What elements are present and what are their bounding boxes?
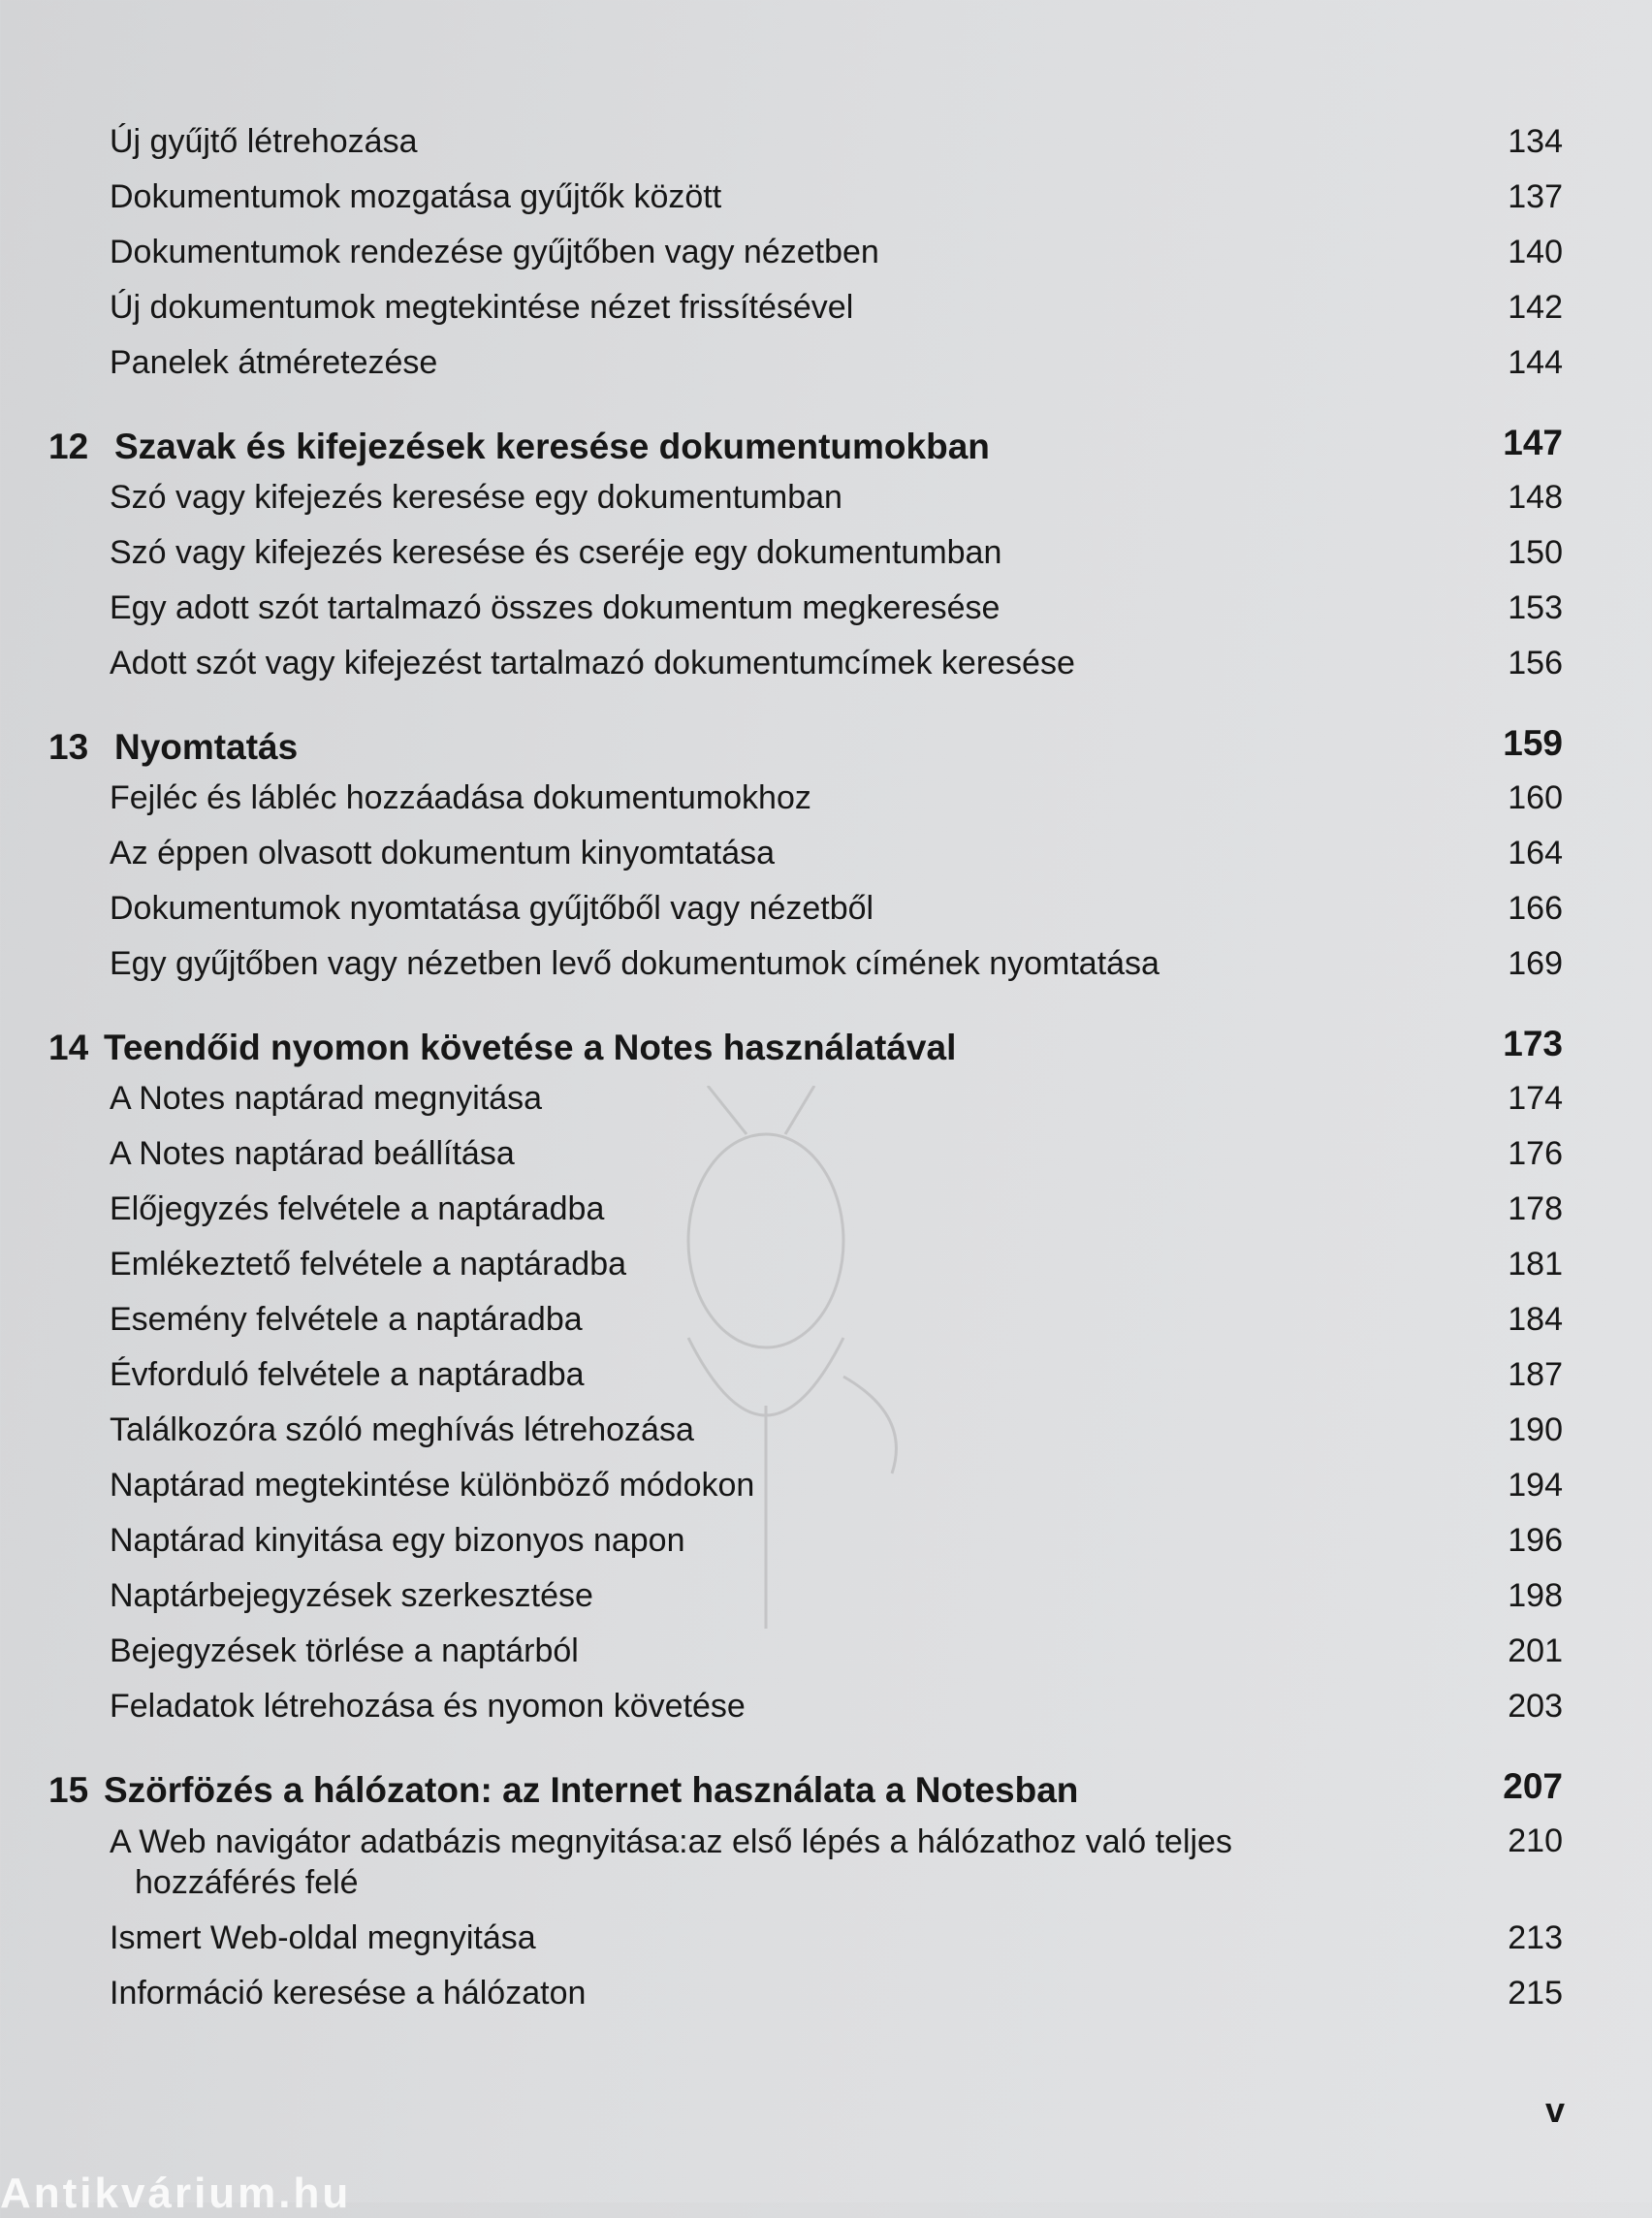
toc-entry-page: 196 — [1508, 1522, 1563, 1559]
toc-entry-page: 148 — [1508, 479, 1563, 516]
toc-entry-page: 164 — [1508, 835, 1563, 871]
toc-entry-page: 184 — [1508, 1301, 1563, 1338]
toc-entry — [0, 773, 1652, 828]
toc-entry — [0, 1816, 1652, 1913]
toc-entry — [0, 1570, 1652, 1626]
toc-entry-title: Előjegyzés felvétele a naptáradba — [110, 1190, 605, 1227]
toc-entry-title: Információ keresése a hálózaton — [110, 1975, 587, 2012]
toc-chapter-heading — [0, 412, 1652, 472]
toc-entry-title: A Notes naptárad beállítása — [110, 1135, 515, 1172]
toc-entry-page: 140 — [1508, 234, 1563, 270]
toc-entry-title: Szó vagy kifejezés keresése és cseréje egy dokumentumban — [110, 534, 1002, 571]
toc-entry-page: 174 — [1508, 1080, 1563, 1117]
toc-entry-title: Esemény felvétele a naptáradba — [110, 1301, 583, 1338]
toc-entry-page: 134 — [1508, 123, 1563, 160]
toc-entry-title: Adott szót vagy kifejezést tartalmazó dokumentumcímek keresése — [110, 645, 1075, 681]
toc-entry — [0, 172, 1652, 227]
toc-entry-page: 203 — [1508, 1688, 1563, 1725]
toc-chapter-heading — [0, 713, 1652, 773]
toc-entry — [0, 527, 1652, 583]
toc-entry-page: 190 — [1508, 1411, 1563, 1448]
chapter-page: 159 — [1503, 723, 1563, 763]
toc-entry — [0, 1184, 1652, 1239]
toc-entry — [0, 1294, 1652, 1349]
toc-entry — [0, 337, 1652, 393]
toc-entry-page: 150 — [1508, 534, 1563, 571]
watermark: Antikvárium.hu — [0, 2170, 352, 2217]
chapter-page: 207 — [1503, 1766, 1563, 1806]
toc-entry-title: Dokumentumok mozgatása gyűjtők között — [110, 178, 722, 215]
toc-entry — [0, 1913, 1652, 1968]
toc-entry-page: 160 — [1508, 779, 1563, 816]
toc-entry-page: 144 — [1508, 344, 1563, 381]
toc-entry-title: Ismert Web-oldal megnyitása — [110, 1919, 536, 1956]
toc-entry-page: 142 — [1508, 289, 1563, 326]
toc-entry-page: 201 — [1508, 1632, 1563, 1669]
toc-entry-title: Naptárad kinyitása egy bizonyos napon — [110, 1522, 685, 1559]
toc-entry — [0, 1460, 1652, 1515]
toc-entry — [0, 938, 1652, 994]
toc-entry-page: 178 — [1508, 1190, 1563, 1227]
toc-entry-title: Emlékeztető felvétele a naptáradba — [110, 1246, 627, 1283]
toc-entry — [0, 1239, 1652, 1294]
toc-entry — [0, 1349, 1652, 1405]
toc-entry-title: Naptárbejegyzések szerkesztése — [110, 1577, 593, 1614]
toc-entry-title: Találkozóra szóló meghívás létrehozása — [110, 1411, 694, 1448]
toc-entry-page: 169 — [1508, 945, 1563, 982]
toc-entry-title-continuation: hozzáférés felé — [135, 1864, 359, 1901]
toc-entry — [0, 1515, 1652, 1570]
toc-entry-title: Bejegyzések törlése a naptárból — [110, 1632, 579, 1669]
toc-entry-title: Panelek átméretezése — [110, 344, 438, 381]
toc-entry-page: 176 — [1508, 1135, 1563, 1172]
toc-entry — [0, 1968, 1652, 2023]
toc-entry — [0, 1073, 1652, 1128]
toc-entry-title: Az éppen olvasott dokumentum kinyomtatása — [110, 835, 776, 871]
toc-entry — [0, 1626, 1652, 1681]
toc-entry-title — [110, 1822, 1370, 1903]
toc-entry-page: 215 — [1508, 1975, 1563, 2012]
toc-entry-title: Dokumentumok rendezése gyűjtőben vagy nézetben — [110, 234, 879, 270]
toc-entry-title: Naptárad megtekintése különböző módokon — [110, 1467, 755, 1504]
toc-entry-title: Feladatok létrehozása és nyomon követése — [110, 1688, 746, 1725]
toc-entry — [0, 1128, 1652, 1184]
toc-entry-page: 213 — [1508, 1919, 1563, 1956]
chapter-number: 13 — [48, 727, 89, 767]
toc-entry-page: 181 — [1508, 1246, 1563, 1283]
toc-entry — [0, 472, 1652, 527]
toc-entry-title-line: A Web navigátor adatbázis megnyitása:az első lépés a hálózathoz való teljes — [110, 1823, 1232, 1860]
toc-entry — [0, 828, 1652, 883]
toc-chapter-heading — [0, 1013, 1652, 1073]
toc-entry-title: Szó vagy kifejezés keresése egy dokumentumban — [110, 479, 842, 516]
toc-entry-title: Fejléc és lábléc hozzáadása dokumentumokhoz — [110, 779, 811, 816]
toc-entry — [0, 1405, 1652, 1460]
toc-entry-title: A Notes naptárad megnyitása — [110, 1080, 543, 1117]
toc-entry — [0, 583, 1652, 638]
toc-chapter-heading — [0, 1756, 1652, 1816]
toc-entry — [0, 638, 1652, 693]
toc-entry — [0, 227, 1652, 282]
toc-entry-title: Dokumentumok nyomtatása gyűjtőből vagy nézetből — [110, 890, 874, 927]
toc-entry — [0, 1681, 1652, 1736]
chapter-title: Nyomtatás — [114, 727, 299, 767]
toc-entry-title: Új dokumentumok megtekintése nézet frissítésével — [110, 289, 854, 326]
chapter-title: Szörfözés a hálózaton: az Internet használata a Notesban — [104, 1770, 1079, 1810]
chapter-page: 147 — [1503, 423, 1563, 462]
toc-entry-page: 194 — [1508, 1467, 1563, 1504]
toc-entry-page: 198 — [1508, 1577, 1563, 1614]
chapter-title: Szavak és kifejezések keresése dokumentumokban — [114, 427, 990, 466]
chapter-title: Teendőid nyomon követése a Notes használatával — [104, 1028, 957, 1067]
chapter-page: 173 — [1503, 1024, 1563, 1063]
table-of-contents — [0, 116, 1652, 2023]
page-number: v — [1544, 2090, 1565, 2130]
chapter-number: 12 — [48, 427, 89, 466]
toc-entry-title: Évforduló felvétele a naptáradba — [110, 1356, 585, 1393]
toc-entry — [0, 883, 1652, 938]
toc-entry-title: Egy adott szót tartalmazó összes dokumentum megkeresése — [110, 589, 1001, 626]
toc-entry — [0, 282, 1652, 337]
toc-entry — [0, 116, 1652, 172]
chapter-number: 15 — [48, 1770, 89, 1810]
toc-entry-title: Új gyűjtő létrehozása — [110, 123, 418, 160]
toc-entry-title: Egy gyűjtőben vagy nézetben levő dokumentumok címének nyomtatása — [110, 945, 1160, 982]
toc-entry-page: 187 — [1508, 1356, 1563, 1393]
toc-entry-page: 210 — [1508, 1822, 1563, 1859]
toc-entry-page: 166 — [1508, 890, 1563, 927]
toc-entry-page: 137 — [1508, 178, 1563, 215]
toc-entry-page: 156 — [1508, 645, 1563, 681]
chapter-number: 14 — [48, 1028, 89, 1067]
toc-entry-page: 153 — [1508, 589, 1563, 626]
